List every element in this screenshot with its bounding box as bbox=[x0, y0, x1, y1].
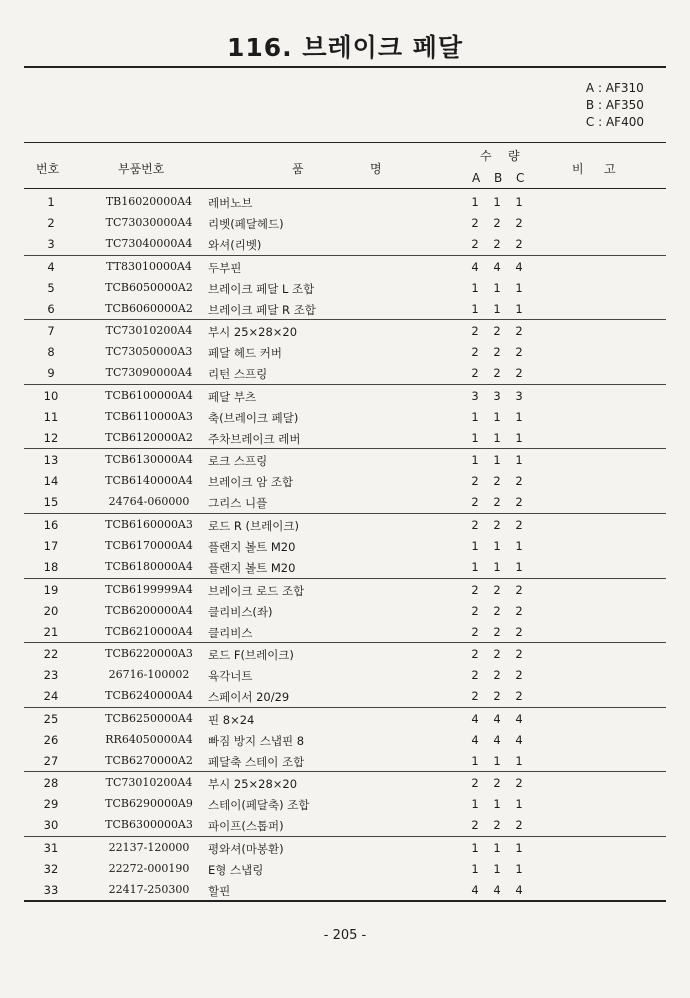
part-number: TT83010000A4 bbox=[106, 259, 192, 273]
part-name: 브레이크 페달 L 조합 bbox=[208, 281, 315, 296]
part-number: RR64050000A4 bbox=[105, 732, 193, 746]
group-divider bbox=[24, 642, 666, 643]
header-quantity-part2: 량 bbox=[508, 149, 520, 163]
group-divider bbox=[24, 384, 666, 385]
part-number: TCB6100000A4 bbox=[105, 388, 193, 402]
qty-a: 1 bbox=[471, 301, 479, 316]
qty-c: 2 bbox=[515, 324, 523, 339]
row-number: 25 bbox=[43, 711, 59, 726]
qty-b: 2 bbox=[493, 776, 501, 791]
row-number: 20 bbox=[43, 603, 59, 618]
part-number: TC73010200A4 bbox=[105, 776, 193, 790]
qty-a: 1 bbox=[471, 539, 479, 553]
part-name: 플랜지 볼트 M20 bbox=[208, 561, 296, 575]
part-number: TCB6110000A3 bbox=[105, 409, 193, 423]
group-divider bbox=[24, 513, 666, 514]
qty-b: 1 bbox=[493, 280, 501, 295]
part-name: 핀 8×24 bbox=[208, 712, 255, 727]
table-row bbox=[24, 451, 666, 471]
part-name: 와셔(리벳) bbox=[208, 238, 262, 252]
qty-b: 2 bbox=[493, 603, 501, 618]
header-qty-c: C bbox=[516, 171, 525, 185]
qty-b: 2 bbox=[493, 495, 501, 510]
part-number: TC73010200A4 bbox=[105, 324, 193, 338]
part-name: 페달축 스테이 조합 bbox=[208, 754, 305, 769]
part-number: TCB6210000A4 bbox=[105, 624, 193, 638]
qty-a: 2 bbox=[471, 647, 479, 662]
row-number: 26 bbox=[43, 732, 59, 747]
qty-a: 2 bbox=[471, 474, 479, 489]
row-number: 5 bbox=[47, 280, 55, 295]
part-number: 26716-100002 bbox=[108, 668, 190, 682]
table-row bbox=[24, 387, 666, 407]
qty-c: 2 bbox=[515, 582, 523, 597]
part-name: 그리스 니플 bbox=[208, 496, 268, 511]
table-row bbox=[24, 860, 666, 880]
part-number: TC73090000A4 bbox=[105, 366, 193, 380]
part-name: 브레이크 암 조합 bbox=[208, 475, 294, 490]
table-row bbox=[24, 602, 666, 622]
qty-c: 2 bbox=[515, 495, 523, 510]
row-group bbox=[24, 773, 666, 838]
legend-item-b: B : AF350 bbox=[585, 98, 644, 112]
group-divider bbox=[24, 771, 666, 772]
qty-a: 1 bbox=[471, 753, 479, 768]
row-number: 13 bbox=[43, 453, 59, 468]
qty-c: 1 bbox=[515, 539, 523, 553]
table-row bbox=[24, 774, 666, 794]
qty-c: 2 bbox=[515, 518, 523, 532]
qty-a: 2 bbox=[471, 603, 479, 618]
table-row bbox=[24, 193, 666, 213]
qty-a: 1 bbox=[471, 280, 479, 295]
table-row bbox=[24, 795, 666, 815]
table-row bbox=[24, 666, 666, 686]
qty-a: 2 bbox=[471, 345, 479, 360]
row-number: 23 bbox=[43, 668, 59, 683]
part-number: TCB6240000A4 bbox=[105, 689, 193, 703]
part-name: 주차브레이크 레버 bbox=[208, 431, 301, 446]
part-number: TC73030000A4 bbox=[105, 216, 193, 229]
table-row bbox=[24, 816, 666, 836]
part-number: 24764-060000 bbox=[108, 495, 190, 509]
header-name-part1: 품 bbox=[292, 162, 304, 176]
qty-b: 1 bbox=[493, 409, 501, 424]
table-header-bottom-rule bbox=[24, 188, 666, 189]
part-name: 빠짐 방지 스냅핀 8 bbox=[208, 733, 305, 748]
qty-a: 2 bbox=[471, 776, 479, 791]
qty-b: 4 bbox=[493, 732, 501, 747]
row-number: 14 bbox=[43, 474, 59, 489]
qty-a: 1 bbox=[471, 560, 479, 574]
table-row bbox=[24, 581, 666, 601]
qty-c: 1 bbox=[515, 862, 523, 876]
table-row bbox=[24, 429, 666, 449]
row-number: 7 bbox=[47, 324, 55, 339]
table-row bbox=[24, 235, 666, 255]
row-number: 4 bbox=[47, 259, 55, 274]
qty-a: 1 bbox=[471, 409, 479, 424]
part-name: 페달 헤드 커버 bbox=[208, 346, 282, 361]
table-row bbox=[24, 343, 666, 363]
part-name: 페달 부츠 bbox=[208, 389, 257, 404]
row-group bbox=[24, 644, 666, 709]
row-number: 11 bbox=[43, 409, 59, 424]
table-row bbox=[24, 537, 666, 557]
row-number: 8 bbox=[47, 345, 55, 360]
row-number: 32 bbox=[43, 862, 59, 876]
part-name: 축(브레이크 페달) bbox=[208, 410, 299, 425]
qty-a: 2 bbox=[471, 324, 479, 339]
qty-c: 4 bbox=[515, 259, 523, 274]
qty-c: 2 bbox=[515, 603, 523, 618]
part-name: 리벳(페달헤드) bbox=[208, 217, 284, 231]
qty-a: 2 bbox=[471, 237, 479, 251]
part-name: 할핀 bbox=[208, 884, 231, 898]
qty-b: 2 bbox=[493, 582, 501, 597]
part-number: TCB6180000A4 bbox=[105, 560, 193, 573]
table-bottom-rule bbox=[24, 900, 666, 902]
table-row bbox=[24, 839, 666, 859]
qty-b: 1 bbox=[493, 753, 501, 768]
table-row bbox=[24, 300, 666, 320]
row-number: 16 bbox=[43, 518, 59, 532]
qty-c: 2 bbox=[515, 624, 523, 639]
table-header-top-rule bbox=[24, 142, 666, 143]
header-part-number: 부품번호 bbox=[118, 162, 165, 176]
qty-a: 1 bbox=[471, 453, 479, 468]
part-name: 클리비스(좌) bbox=[208, 604, 273, 619]
part-number: TCB6200000A4 bbox=[105, 603, 193, 617]
qty-c: 1 bbox=[515, 560, 523, 574]
qty-a: 2 bbox=[471, 495, 479, 510]
table-row bbox=[24, 214, 666, 234]
part-name: 육각너트 bbox=[208, 669, 253, 684]
qty-c: 1 bbox=[515, 430, 523, 445]
qty-b: 1 bbox=[493, 195, 501, 209]
part-name: 플랜지 볼트 M20 bbox=[208, 540, 296, 554]
qty-b: 1 bbox=[493, 560, 501, 574]
part-number: TCB6199999A4 bbox=[105, 582, 193, 596]
row-group bbox=[24, 321, 666, 386]
header-no: 번호 bbox=[36, 162, 60, 176]
qty-a: 2 bbox=[471, 689, 479, 704]
qty-b: 1 bbox=[493, 430, 501, 445]
table-row bbox=[24, 687, 666, 707]
qty-a: 3 bbox=[471, 388, 479, 403]
part-number: TCB6140000A4 bbox=[105, 474, 193, 488]
qty-c: 1 bbox=[515, 753, 523, 768]
qty-a: 2 bbox=[471, 366, 479, 381]
table-row bbox=[24, 472, 666, 492]
qty-b: 2 bbox=[493, 366, 501, 381]
part-name: 로드 R (브레이크) bbox=[208, 519, 299, 533]
group-divider bbox=[24, 707, 666, 708]
model-legend bbox=[586, 80, 644, 131]
part-number: 22137-120000 bbox=[108, 841, 190, 854]
qty-c: 1 bbox=[515, 797, 523, 812]
part-number: TC73050000A3 bbox=[105, 345, 193, 359]
table-row bbox=[24, 364, 666, 384]
part-number: TCB6050000A2 bbox=[105, 280, 193, 294]
header-qty-a: A bbox=[472, 171, 481, 185]
qty-b: 4 bbox=[493, 259, 501, 274]
qty-b: 2 bbox=[493, 624, 501, 639]
part-number: TCB6130000A4 bbox=[105, 453, 193, 467]
table-row bbox=[24, 645, 666, 665]
row-number: 10 bbox=[43, 388, 59, 403]
row-group bbox=[24, 515, 666, 580]
qty-b: 2 bbox=[493, 647, 501, 662]
group-divider bbox=[24, 836, 666, 837]
qty-a: 4 bbox=[471, 732, 479, 747]
qty-a: 2 bbox=[471, 624, 479, 639]
row-number: 15 bbox=[43, 495, 59, 510]
page-title: 116. 브레이크 페달 bbox=[227, 33, 463, 62]
qty-c: 4 bbox=[515, 883, 523, 897]
row-number: 9 bbox=[47, 366, 55, 381]
qty-c: 1 bbox=[515, 280, 523, 295]
row-group bbox=[24, 580, 666, 645]
part-name: 부시 25×28×20 bbox=[208, 777, 298, 792]
part-name: E형 스냅링 bbox=[208, 863, 264, 877]
qty-c: 4 bbox=[515, 711, 523, 726]
row-group bbox=[24, 257, 666, 322]
row-number: 29 bbox=[43, 797, 59, 812]
part-number: TCB6290000A9 bbox=[105, 797, 193, 811]
qty-c: 2 bbox=[515, 366, 523, 381]
qty-b: 2 bbox=[493, 668, 501, 683]
qty-b: 2 bbox=[493, 474, 501, 489]
row-number: 3 bbox=[47, 237, 55, 251]
row-number: 2 bbox=[47, 216, 55, 230]
qty-a: 1 bbox=[471, 841, 479, 855]
table-row bbox=[24, 752, 666, 772]
part-number: TCB6300000A3 bbox=[105, 818, 193, 832]
row-number: 19 bbox=[43, 582, 59, 597]
part-number: TCB6170000A4 bbox=[105, 539, 193, 552]
row-number: 6 bbox=[47, 301, 55, 316]
qty-c: 1 bbox=[515, 301, 523, 316]
table-row bbox=[24, 731, 666, 751]
qty-a: 1 bbox=[471, 862, 479, 876]
table-row bbox=[24, 623, 666, 643]
qty-b: 1 bbox=[493, 797, 501, 812]
qty-b: 2 bbox=[493, 324, 501, 339]
row-number: 17 bbox=[43, 539, 59, 553]
part-number: TC73040000A4 bbox=[105, 237, 193, 250]
qty-a: 2 bbox=[471, 518, 479, 532]
qty-b: 1 bbox=[493, 841, 501, 855]
table-row bbox=[24, 493, 666, 513]
header-quantity-part1: 수 bbox=[480, 149, 492, 163]
part-number: TCB6250000A4 bbox=[105, 711, 193, 725]
table-row bbox=[24, 710, 666, 730]
part-name: 스페이서 20/29 bbox=[208, 690, 290, 705]
table-row bbox=[24, 558, 666, 578]
row-number: 24 bbox=[43, 689, 59, 704]
qty-c: 4 bbox=[515, 732, 523, 747]
qty-a: 4 bbox=[471, 259, 479, 274]
part-name: 평와셔(마봉환) bbox=[208, 842, 284, 856]
group-divider bbox=[24, 578, 666, 579]
qty-b: 4 bbox=[493, 883, 501, 897]
qty-c: 2 bbox=[515, 818, 523, 833]
qty-b: 2 bbox=[493, 818, 501, 833]
qty-c: 1 bbox=[515, 841, 523, 855]
qty-a: 1 bbox=[471, 195, 479, 209]
part-name: 레버노브 bbox=[208, 196, 253, 210]
qty-a: 2 bbox=[471, 216, 479, 230]
qty-b: 2 bbox=[493, 237, 501, 251]
qty-b: 4 bbox=[493, 711, 501, 726]
row-number: 1 bbox=[47, 195, 55, 209]
qty-a: 2 bbox=[471, 582, 479, 597]
part-name: 파이프(스톱퍼) bbox=[208, 819, 284, 834]
part-name: 로드 F(브레이크) bbox=[208, 648, 294, 663]
part-number: TCB6220000A3 bbox=[105, 647, 193, 661]
header-qty-b: B bbox=[494, 171, 503, 185]
qty-b: 2 bbox=[493, 518, 501, 532]
qty-c: 2 bbox=[515, 647, 523, 662]
part-number: TCB6270000A2 bbox=[105, 753, 193, 767]
row-number: 21 bbox=[43, 624, 59, 639]
qty-a: 4 bbox=[471, 711, 479, 726]
row-number: 31 bbox=[43, 841, 59, 855]
qty-c: 2 bbox=[515, 237, 523, 251]
part-number: TCB6060000A2 bbox=[105, 301, 193, 315]
part-name: 로크 스프링 bbox=[208, 454, 268, 469]
qty-b: 1 bbox=[493, 301, 501, 316]
row-group bbox=[24, 709, 666, 774]
row-number: 33 bbox=[43, 883, 59, 897]
part-name: 브레이크 페달 R 조합 bbox=[208, 302, 316, 317]
qty-c: 2 bbox=[515, 345, 523, 360]
part-name: 두부핀 bbox=[208, 260, 242, 275]
qty-b: 3 bbox=[493, 388, 501, 403]
header-remark-part2: 고 bbox=[604, 162, 616, 176]
table-row bbox=[24, 258, 666, 278]
qty-c: 1 bbox=[515, 195, 523, 209]
qty-c: 1 bbox=[515, 409, 523, 424]
table-row bbox=[24, 516, 666, 536]
part-name: 클리비스 bbox=[208, 625, 253, 640]
part-name: 스테이(페달축) 조합 bbox=[208, 798, 310, 813]
part-name: 브레이크 로드 조합 bbox=[208, 583, 305, 598]
table-row bbox=[24, 322, 666, 342]
row-group bbox=[24, 450, 666, 515]
qty-a: 1 bbox=[471, 430, 479, 445]
row-number: 22 bbox=[43, 647, 59, 662]
title-rule bbox=[24, 66, 666, 68]
part-number: 22272-000190 bbox=[108, 862, 190, 875]
qty-c: 2 bbox=[515, 776, 523, 791]
row-number: 28 bbox=[43, 776, 59, 791]
group-divider bbox=[24, 255, 666, 256]
part-number: TB16020000A4 bbox=[105, 195, 193, 208]
part-number: 22417-250300 bbox=[108, 883, 190, 896]
qty-c: 1 bbox=[515, 453, 523, 468]
row-group bbox=[24, 192, 666, 257]
row-number: 27 bbox=[43, 753, 59, 768]
header-name-part2: 명 bbox=[370, 162, 382, 176]
qty-c: 2 bbox=[515, 668, 523, 683]
group-divider bbox=[24, 319, 666, 320]
qty-c: 2 bbox=[515, 216, 523, 230]
qty-b: 2 bbox=[493, 216, 501, 230]
header-remark-part1: 비 bbox=[572, 162, 584, 176]
row-group bbox=[24, 838, 666, 903]
row-group bbox=[24, 386, 666, 451]
qty-b: 2 bbox=[493, 345, 501, 360]
row-number: 18 bbox=[43, 560, 59, 574]
qty-c: 2 bbox=[515, 689, 523, 704]
qty-a: 1 bbox=[471, 797, 479, 812]
qty-b: 1 bbox=[493, 539, 501, 553]
qty-c: 2 bbox=[515, 474, 523, 489]
qty-b: 1 bbox=[493, 862, 501, 876]
part-number: TCB6160000A3 bbox=[105, 518, 193, 531]
table-row bbox=[24, 279, 666, 299]
legend-item-a: A : AF310 bbox=[585, 81, 644, 95]
table-row bbox=[24, 881, 666, 901]
legend-item-c: C : AF400 bbox=[585, 115, 644, 129]
qty-c: 3 bbox=[515, 388, 523, 403]
part-name: 부시 25×28×20 bbox=[208, 325, 298, 340]
qty-b: 2 bbox=[493, 689, 501, 704]
part-number: TCB6120000A2 bbox=[105, 430, 193, 444]
qty-a: 2 bbox=[471, 818, 479, 833]
qty-b: 1 bbox=[493, 453, 501, 468]
qty-a: 2 bbox=[471, 668, 479, 683]
group-divider bbox=[24, 448, 666, 449]
row-number: 12 bbox=[43, 430, 59, 445]
part-name: 리턴 스프링 bbox=[208, 367, 268, 382]
row-number: 30 bbox=[43, 818, 59, 833]
table-row bbox=[24, 408, 666, 428]
page-number: - 205 - bbox=[323, 928, 367, 943]
qty-a: 4 bbox=[471, 883, 479, 897]
